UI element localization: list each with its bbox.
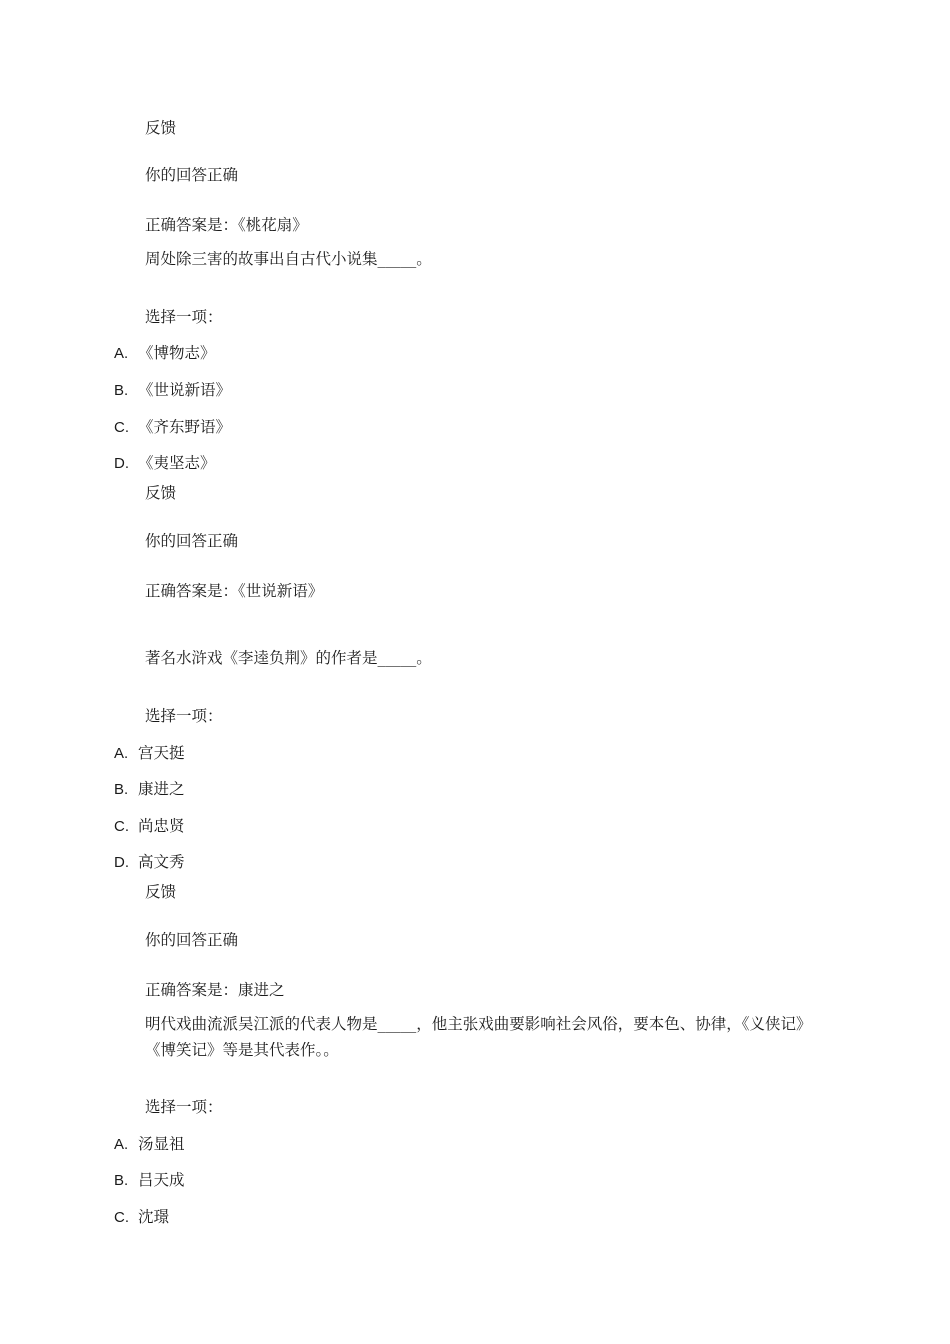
option-text: 吕天成 — [138, 1171, 185, 1189]
option-letter: C. — [114, 419, 129, 436]
feedback-correct-answer: 正确答案是：康进之 — [145, 981, 285, 999]
option-text: 高文秀 — [138, 853, 185, 871]
feedback-correct-answer: 正确答案是：《世说新语》 — [145, 582, 324, 600]
option-letter: A. — [114, 345, 129, 362]
option-text: 宫天挺 — [138, 744, 185, 762]
option-b[interactable] — [114, 380, 231, 401]
option-text: 《夷坚志》 — [138, 454, 216, 472]
option-text: 尚忠贤 — [138, 817, 185, 835]
option-letter: C. — [114, 1209, 129, 1226]
option-letter: C. — [114, 818, 129, 835]
select-prompt: 选择一项： — [145, 707, 223, 725]
option-letter: A. — [114, 1136, 129, 1153]
option-c[interactable] — [114, 417, 231, 438]
question-text: 周处除三害的故事出自古代小说集_____。 — [145, 250, 432, 268]
option-letter: A. — [114, 745, 129, 762]
option-letter: D. — [114, 854, 129, 871]
option-letter: B. — [114, 382, 129, 399]
option-d[interactable] — [114, 453, 216, 474]
option-text: 沈璟 — [138, 1208, 170, 1226]
feedback-title: 反馈 — [145, 484, 177, 502]
feedback-result: 你的回答正确 — [145, 532, 239, 550]
question-text: 明代戏曲流派吴江派的代表人物是_____，他主张戏曲要影响社会风俗，要本色、协律，《义侠记》《博笑记》等是其代表作。。 — [145, 1015, 812, 1059]
select-prompt: 选择一项： — [145, 1098, 223, 1116]
option-letter: D. — [114, 455, 129, 472]
option-a[interactable] — [114, 343, 216, 364]
option-text: 汤显祖 — [138, 1135, 185, 1153]
option-c[interactable] — [114, 1207, 169, 1228]
option-d[interactable] — [114, 852, 185, 873]
feedback-title: 反馈 — [145, 119, 177, 137]
option-text: 《齐东野语》 — [138, 418, 232, 436]
option-b[interactable] — [114, 779, 185, 800]
option-a[interactable] — [114, 743, 185, 764]
option-text: 康进之 — [138, 780, 185, 798]
option-text: 《博物志》 — [138, 344, 216, 362]
feedback-result: 你的回答正确 — [145, 166, 239, 184]
question-text: 著名水浒戏《李逵负荆》的作者是_____。 — [145, 649, 432, 667]
option-a[interactable] — [114, 1134, 185, 1155]
option-text: 《世说新语》 — [138, 381, 232, 399]
feedback-title: 反馈 — [145, 883, 177, 901]
option-letter: B. — [114, 1172, 129, 1189]
feedback-correct-answer: 正确答案是：《桃花扇》 — [145, 216, 308, 234]
select-prompt: 选择一项： — [145, 308, 223, 326]
feedback-result: 你的回答正确 — [145, 931, 239, 949]
option-letter: B. — [114, 781, 129, 798]
option-b[interactable] — [114, 1170, 185, 1191]
option-c[interactable] — [114, 816, 185, 837]
